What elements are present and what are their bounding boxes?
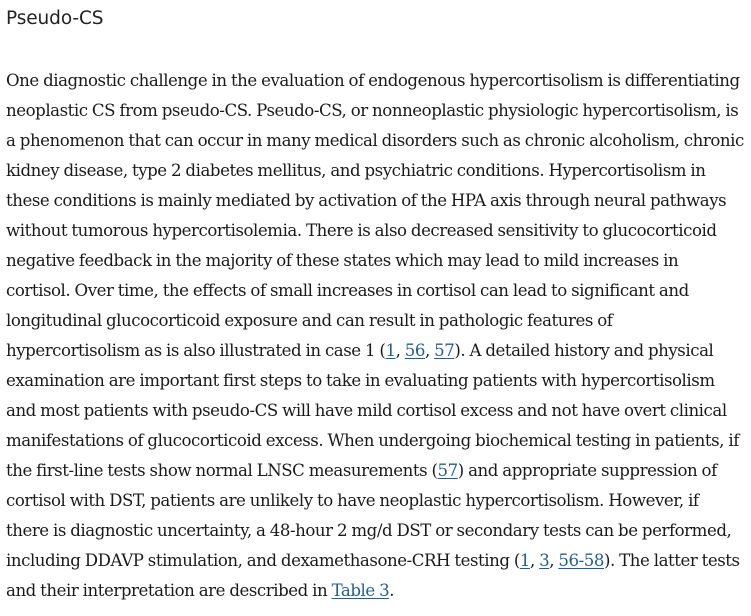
reference-link-56[interactable]: 56	[404, 341, 425, 360]
reference-link-1[interactable]: 1	[385, 341, 396, 360]
reference-separator: ,	[529, 551, 540, 570]
reference-separator: ,	[549, 551, 559, 570]
paragraph-text: ). A detailed history and physical examination are important first steps to take in evaluating patients with hypercortisolism and most patients with pseudo-CS will have mild cortisol excess and not have overt clinical manifestations of glucocorticoid excess. When undergoing biochemical testing in patients, if the first-line tests show normal LNSC measurements (	[6, 341, 739, 480]
body-paragraph	[6, 66, 745, 606]
reference-link-57[interactable]: 57	[437, 461, 458, 480]
section-heading: Pseudo-CS	[6, 8, 104, 29]
table-3-link[interactable]: Table 3	[331, 581, 390, 600]
reference-link-57[interactable]: 57	[434, 341, 455, 360]
reference-link-1[interactable]: 1	[519, 551, 530, 570]
reference-separator: ,	[395, 341, 405, 360]
paragraph-text: ) and appropriate suppression of cortisol with DST, patients are unlikely to have neoplastic hypercortisolism. However, if there is diagnostic uncertainty, a 48-hour 2 mg/d DST or secondary tests can be performed, including DDAVP stimulation, and dexamethasone-CRH testing (	[6, 461, 732, 570]
paragraph-text: One diagnostic challenge in the evaluation of endogenous hypercortisolism is differentiating neoplastic CS from pseudo-CS. Pseudo-CS, or nonneoplastic physiologic hypercortisolism, is a phenomenon that can occur in many medical disorders such as chronic alcoholism, chronic kidney disease, type 2 diabetes mellitus, and psychiatric conditions. Hypercortisolism in these conditions is mainly mediated by activation of the HPA axis through neural pathways without tumorous hypercortisolemia. There is also decreased sensitivity to glucocorticoid negative feedback in the majority of these states which may lead to mild increases in cortisol. Over time, the effects of small increases in cortisol can lead to significant and longitudinal glucocorticoid exposure and can result in pathologic features of hypercortisolism as is also illustrated in case 1 (	[6, 71, 744, 360]
reference-link-3[interactable]: 3	[539, 551, 550, 570]
reference-separator: ,	[424, 341, 435, 360]
reference-link-56-58[interactable]: 56-58	[558, 551, 604, 570]
paragraph-text: .	[389, 581, 395, 600]
paragraph-text: ). The latter tests and their interpretation are described in	[6, 551, 740, 600]
